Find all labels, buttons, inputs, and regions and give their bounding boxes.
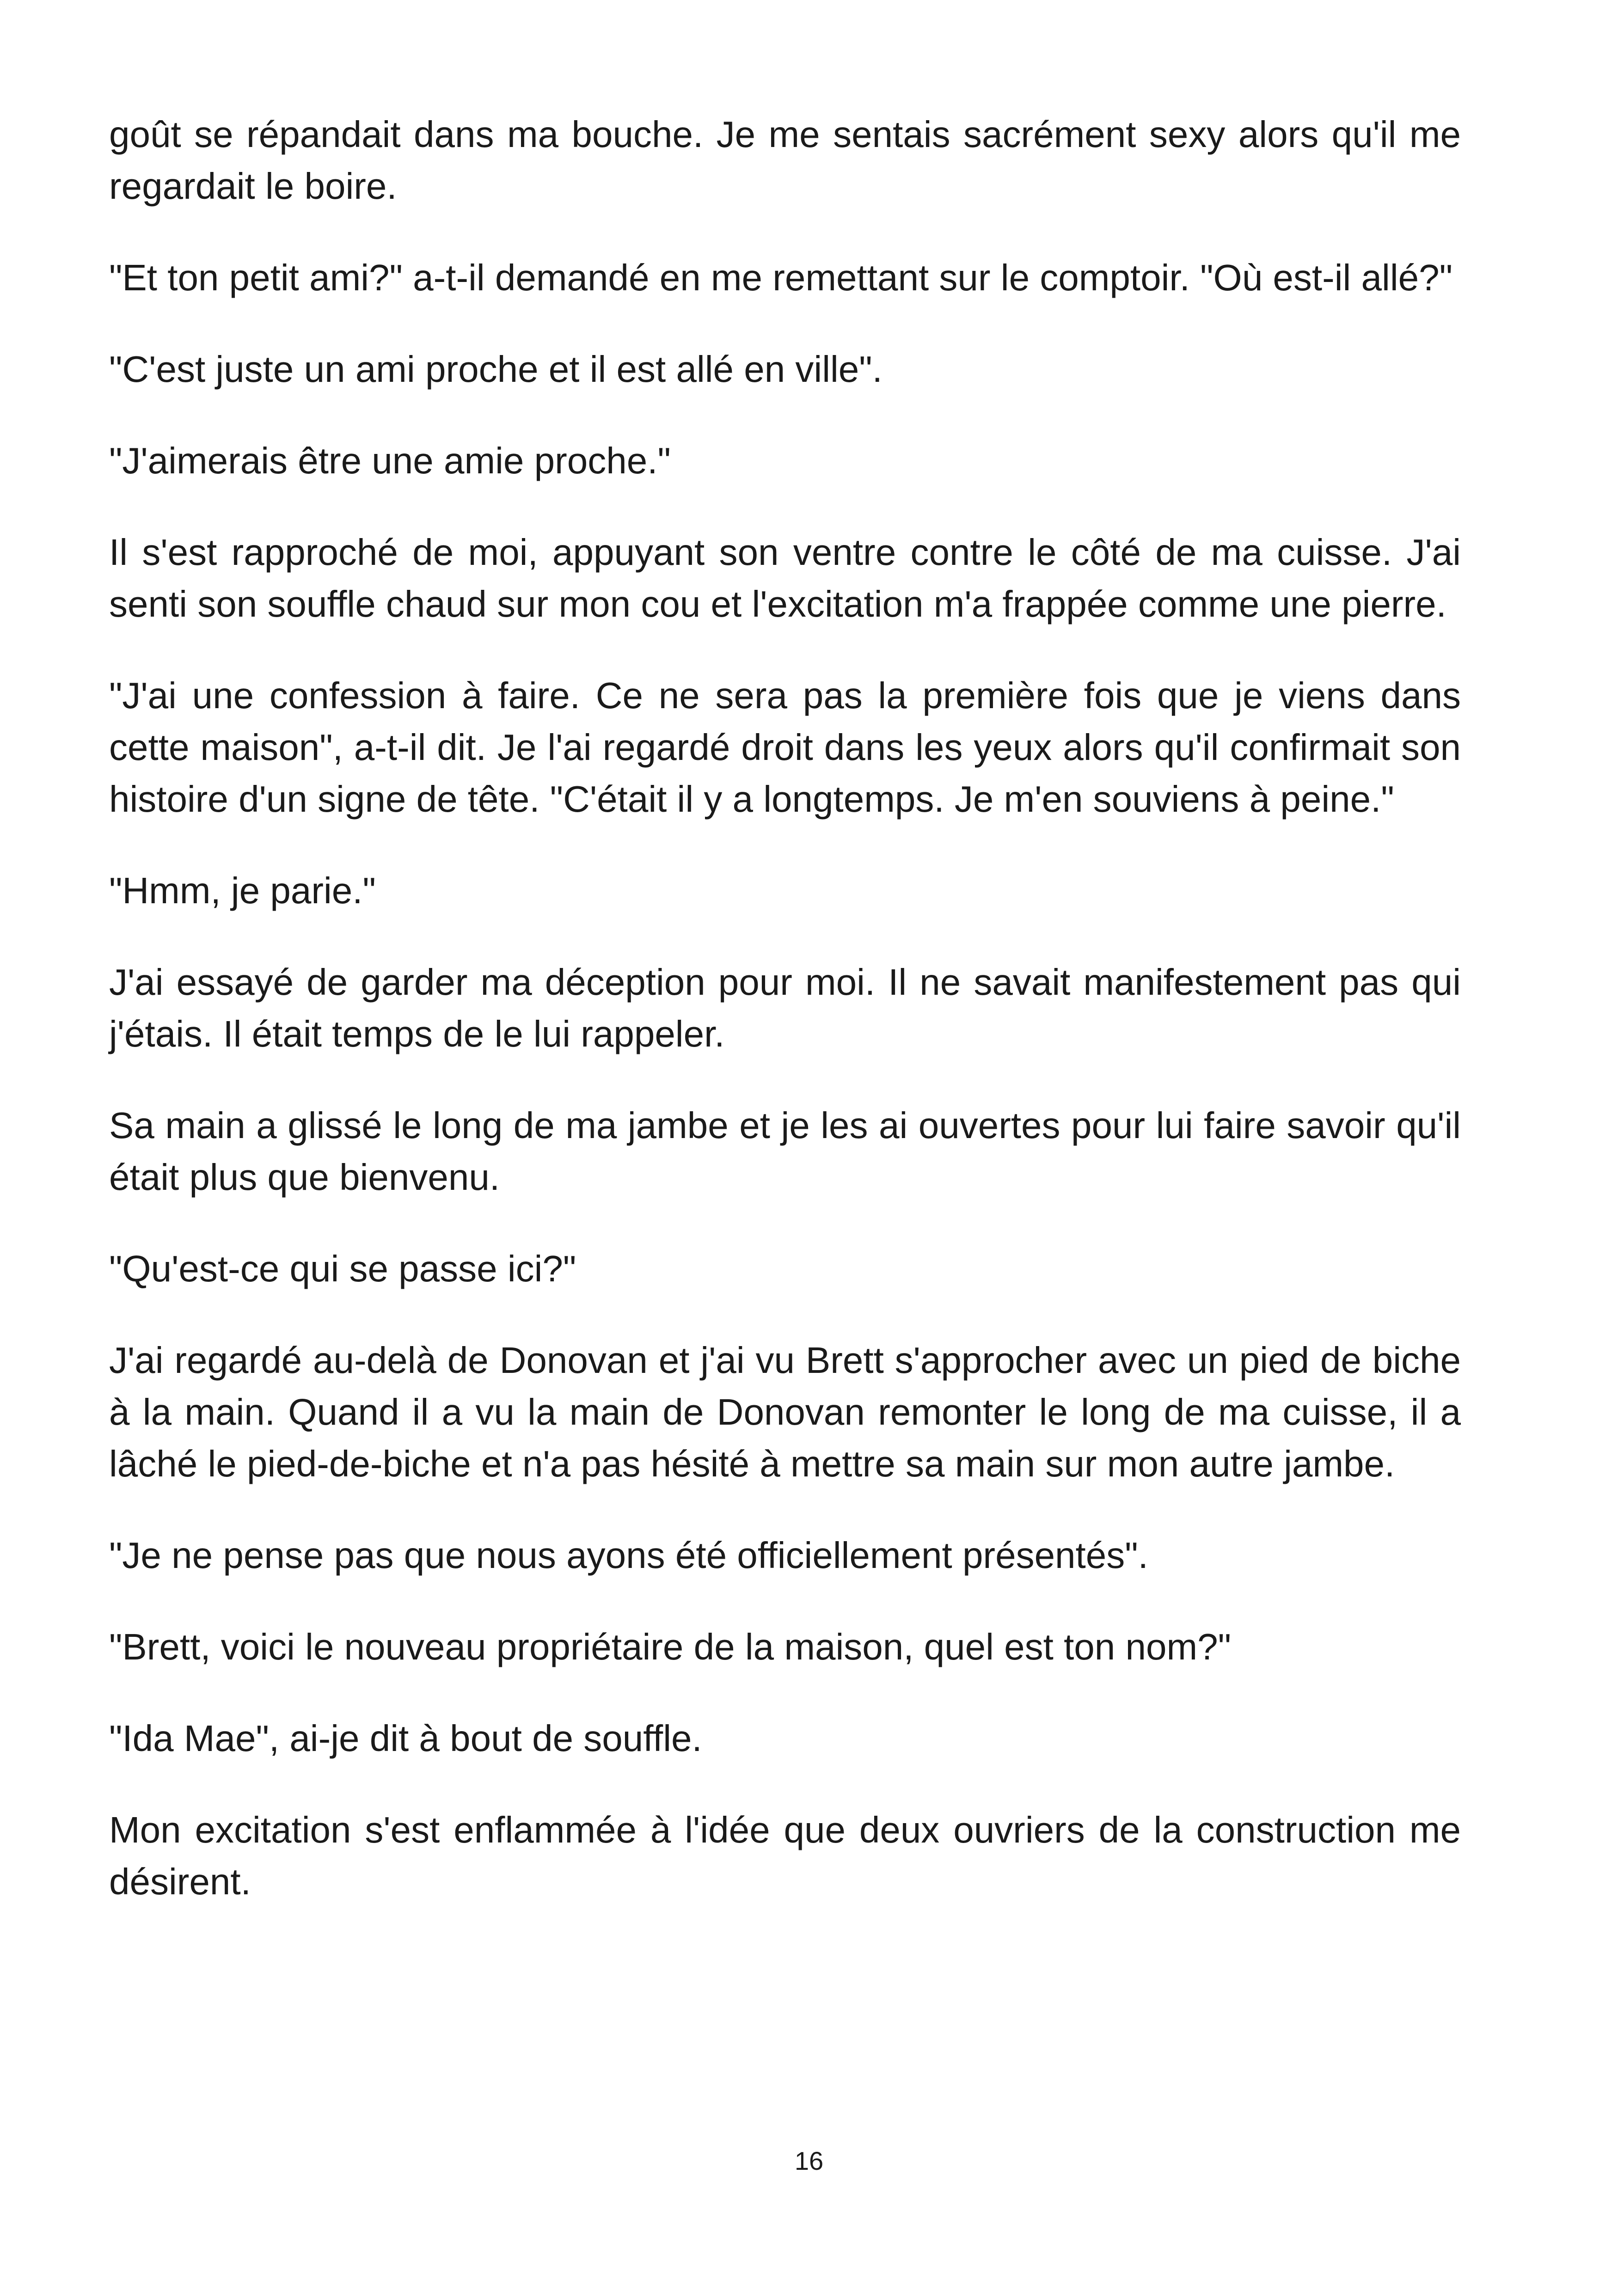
paragraph-3: "C'est juste un ami proche et il est allé en ville". [109,349,883,390]
paragraph-6: "J'ai une confession à faire. Ce ne sera pas la première fois que je viens dans cette maison", a-t-il dit. Je l'ai regardé droit dans les yeux alors qu'il confirmait son histoire d'un signe de tête. "C'était il y a longtemps. Je m'en souviens à peine." [109,675,1461,820]
paragraph-5: Il s'est rapproché de moi, appuyant son ventre contre le côté de ma cuisse. J'ai senti son souffle chaud sur mon cou et l'excitation m'a frappée comme une pierre. [109,532,1461,625]
paragraph-7: "Hmm, je parie." [109,870,376,911]
paragraph-11: J'ai regardé au-delà de Donovan et j'ai vu Brett s'approcher avec un pied de biche à la main. Quand il a vu la main de Donovan remonter le long de ma cuisse, il a lâché le pied-de-biche et n'a pas hésité à mettre sa main sur mon autre jambe. [109,1340,1461,1484]
paragraph-13: "Brett, voici le nouveau propriétaire de la maison, quel est ton nom?" [109,1626,1232,1667]
paragraph-4: "J'aimerais être une amie proche." [109,440,671,481]
paragraph-10: "Qu'est-ce qui se passe ici?" [109,1248,576,1289]
paragraph-8: J'ai essayé de garder ma déception pour moi. Il ne savait manifestement pas qui j'étais. Il était temps de le lui rappeler. [109,961,1461,1054]
paragraph-1: goût se répandait dans ma bouche. Je me sentais sacrément sexy alors qu'il me regardait le boire. [109,114,1461,207]
page-number: 16 [794,2146,824,2175]
paragraph-15: Mon excitation s'est enflammée à l'idée que deux ouvriers de la construction me désirent. [109,1809,1461,1902]
paragraph-2: "Et ton petit ami?" a-t-il demandé en me remettant sur le comptoir. "Où est-il allé?" [109,257,1453,298]
paragraph-12: "Je ne pense pas que nous ayons été officiellement présentés". [109,1535,1148,1576]
paragraph-9: Sa main a glissé le long de ma jambe et je les ai ouvertes pour lui faire savoir qu'il était plus que bienvenu. [109,1105,1461,1198]
page-body [109,109,1461,1947]
paragraph-14: "Ida Mae", ai-je dit à bout de souffle. [109,1718,702,1759]
